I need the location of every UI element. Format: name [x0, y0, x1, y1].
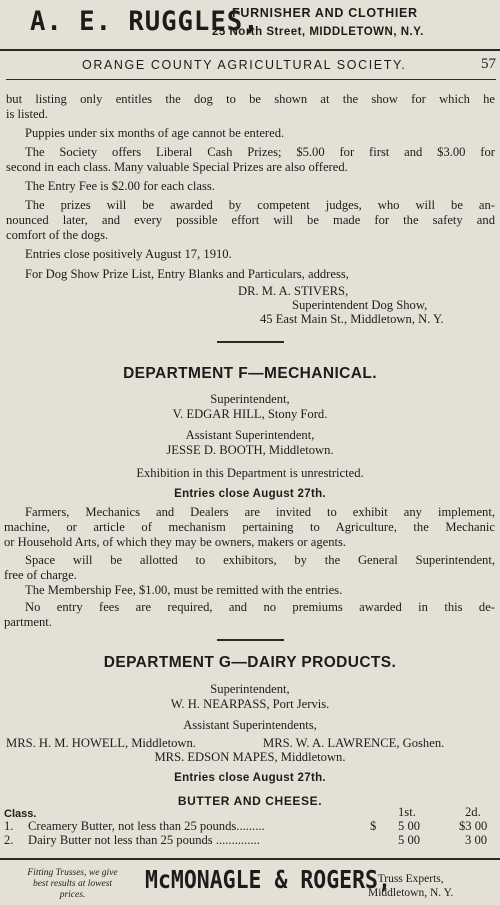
dept-g-asst-name-1: MRS. H. M. HOWELL, Middletown. — [6, 736, 196, 750]
text-line: Truss Experts, — [377, 873, 444, 885]
row-number: 1. — [4, 819, 14, 833]
dept-g-entries-close: Entries close August 27th. — [174, 772, 326, 784]
row-description: Dairy Butter not less than 25 pounds .............. — [28, 833, 260, 847]
dept-f-no-fees-paragraph — [4, 600, 495, 630]
butter-cheese-heading: BUTTER AND CHEESE. — [177, 794, 323, 808]
row-first-prize: 5 00 — [398, 833, 421, 847]
text-line: second in each class. Many valuable Special Prizes are also offered. — [6, 160, 348, 174]
text-line: comfort of the dogs. — [6, 228, 109, 242]
dept-g-asst-name-3: MRS. EDSON MAPES, Middletown. — [154, 750, 346, 764]
row-currency: $ — [370, 819, 377, 833]
dept-f-membership-fee: The Membership Fee, $1.00, must be remitted with the entries. — [25, 583, 343, 597]
section-divider — [217, 341, 284, 343]
address-title: Superintendent Dog Show, — [292, 298, 428, 312]
row-second-prize: 3 00 — [465, 833, 488, 847]
dept-f-asst-name: JESSE D. BOOTH, Middletown. — [166, 443, 334, 457]
judges-paragraph — [6, 198, 495, 243]
dept-f-invitation-paragraph — [4, 505, 495, 550]
address-street: 45 East Main St., Middletown, N. Y. — [260, 312, 444, 326]
running-header-rule — [6, 79, 496, 80]
footer-rule — [0, 858, 500, 860]
dept-g-asst-label: Assistant Superintendents, — [183, 718, 317, 732]
dept-f-supt-name: V. EDGAR HILL, Stony Ford. — [172, 407, 328, 421]
dept-g-asst-name-2: MRS. W. A. LAWRENCE, Goshen. — [263, 736, 445, 750]
dept-f-supt-label: Superintendent, — [210, 392, 290, 406]
truss-slogan — [10, 868, 135, 901]
text-line: partment. — [4, 615, 52, 629]
running-title: ORANGE COUNTY AGRICULTURAL SOCIETY. — [82, 58, 407, 72]
dept-g-supt-name: W. H. NEARPASS, Port Jervis. — [170, 697, 330, 711]
address-intro: For Dog Show Prize List, Entry Blanks and Particulars, address, — [25, 267, 349, 281]
address-name: DR. M. A. STIVERS, — [238, 284, 349, 298]
text-line: The prizes will be awarded by competent judges, who will be an- — [25, 198, 495, 212]
dept-f-asst-label: Assistant Superintendent, — [185, 428, 315, 442]
text-line: free of charge. — [4, 568, 77, 582]
dept-g-supt-label: Superintendent, — [210, 682, 290, 696]
dog-show-continuation — [6, 92, 495, 122]
text-line: but listing only entitles the dog to be shown at the show for which he — [6, 92, 495, 106]
dept-g-heading: DEPARTMENT G—DAIRY PRODUCTS. — [103, 654, 397, 671]
text-line: or Household Arts, of which they may be owners, makers or agents. — [4, 535, 347, 549]
row-first-prize: 5 00 — [398, 819, 421, 833]
page-number: 57 — [481, 56, 496, 72]
table-header-first: 1st. — [398, 805, 416, 819]
section-divider — [217, 639, 284, 641]
dog-entries-close: Entries close positively August 17, 1910. — [25, 247, 232, 261]
text-line: best results at lowest — [32, 879, 113, 889]
column-header: Class. — [4, 808, 37, 820]
advertiser-location — [368, 872, 453, 900]
top-advertisement — [0, 0, 500, 48]
entry-fee-note: The Entry Fee is $2.00 for each class. — [25, 179, 215, 193]
row-description: Creamery Butter, not less than 25 pounds......... — [28, 819, 265, 833]
row-second-prize: $3 00 — [459, 819, 488, 833]
text-line: Middletown, N. Y. — [368, 887, 454, 899]
dept-f-entries-close: Entries close August 27th. — [174, 488, 326, 500]
text-line: Farmers, Mechanics and Dealers are invited to exhibit any implement, — [25, 505, 495, 519]
advertiser-address: 25 North Street, MIDDLETOWN, N.Y. — [212, 26, 424, 38]
text-line: Space will be allotted to exhibitors, by the General Superintendent, — [25, 553, 495, 567]
row-number: 2. — [4, 833, 14, 847]
text-line: nounced later, and every possible effort will be made for the safety and — [6, 213, 495, 227]
dept-f-heading: DEPARTMENT F—MECHANICAL. — [123, 365, 377, 382]
text-line: prices. — [59, 890, 86, 900]
header-rule — [0, 49, 500, 51]
advertiser-brand: McMONAGLE & ROGERS, — [145, 865, 391, 894]
puppies-rule: Puppies under six months of age cannot be entered. — [25, 126, 285, 140]
text-line: No entry fees are required, and no premiums awarded in this de- — [25, 600, 495, 614]
text-line: The Society offers Liberal Cash Prizes; $5.00 for first and $3.00 for — [25, 145, 495, 159]
bottom-advertisement — [0, 862, 500, 905]
text-line: is listed. — [6, 107, 48, 121]
dept-f-space-paragraph — [4, 553, 495, 583]
text-line: Fitting Trusses, we give — [27, 868, 118, 878]
advertiser-name: A. E. RUGGLES, — [30, 6, 260, 37]
dept-f-unrestricted: Exhibition in this Department is unrestricted. — [136, 466, 364, 480]
advertiser-trade: FURNISHER AND CLOTHIER — [232, 6, 418, 20]
text-line: machine, or article of mechanism pertaining to Agriculture, the Mechanic — [4, 520, 495, 534]
table-header-second: 2d. — [465, 805, 481, 819]
running-header — [0, 58, 500, 78]
cash-prizes-paragraph — [6, 145, 495, 175]
